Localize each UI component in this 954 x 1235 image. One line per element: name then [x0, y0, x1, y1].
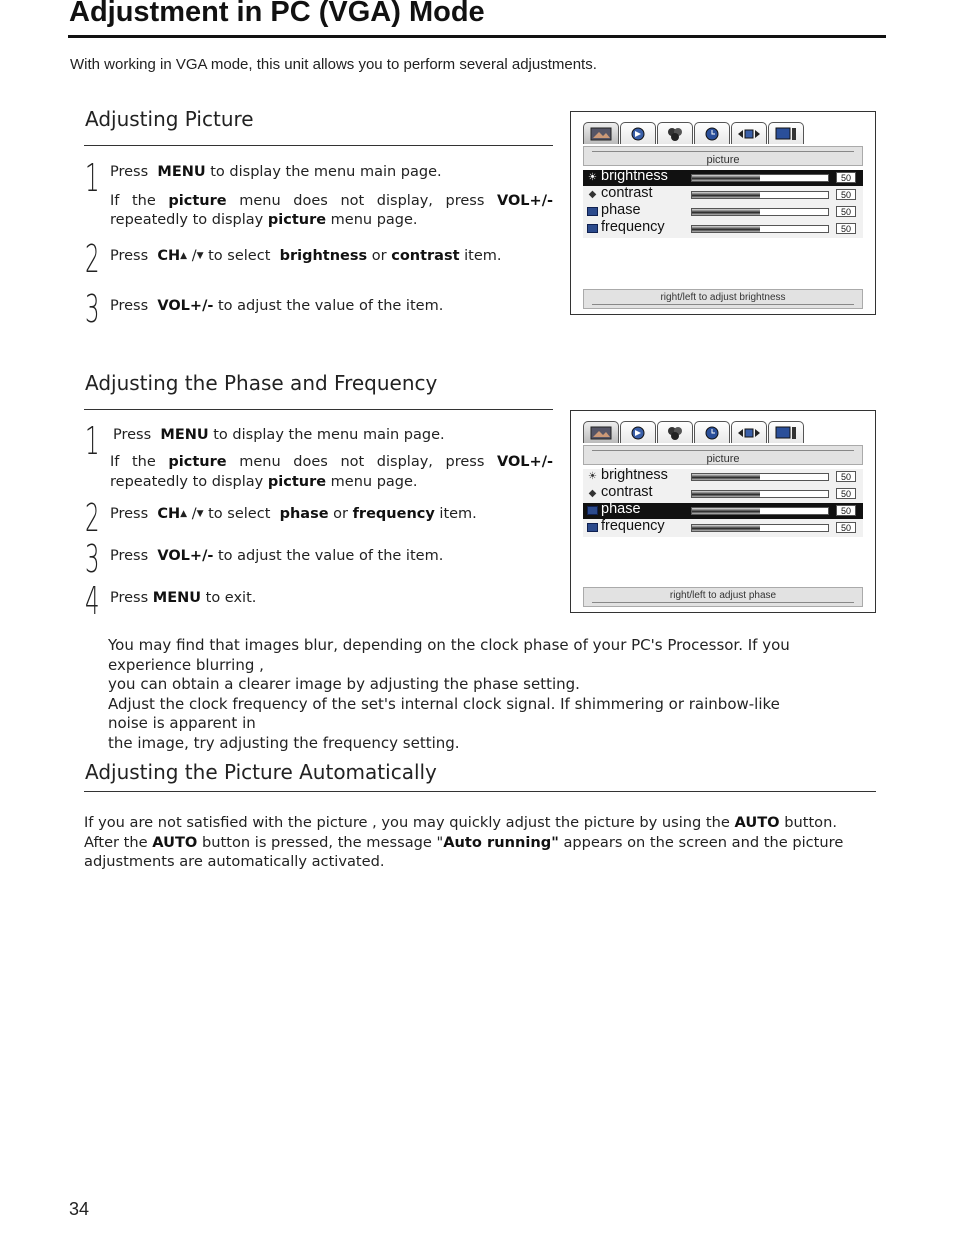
sound-tab-icon	[620, 421, 656, 443]
step-number: 4	[85, 579, 100, 623]
picture-tab-icon	[583, 122, 619, 144]
osd-slider	[691, 225, 829, 233]
osd-item-label: brightness	[601, 467, 668, 483]
osd-item-label: brightness	[601, 168, 668, 184]
step-number: 2	[85, 237, 100, 281]
osd-item-label: phase	[601, 501, 641, 517]
osd-item-brightness	[583, 170, 863, 186]
phase-icon	[587, 207, 598, 216]
position-tab-icon	[731, 122, 767, 144]
osd-slider	[691, 524, 829, 532]
osd-item-list	[583, 469, 863, 537]
note-line: Adjust the clock frequency of the set's internal clock signal. If shimmering or rainbow-like	[108, 694, 780, 713]
section-heading-auto-adjust: Adjusting the Picture Automatically	[85, 760, 437, 784]
osd-footer-hint: right/left to adjust phase	[583, 587, 863, 607]
note-line: You may find that images blur, depending on the clock phase of your PC's Processor. If you	[108, 636, 790, 654]
osd-item-label: frequency	[601, 518, 665, 534]
auto-text-line: If you are not satisfied with the picture , you may quickly adjust the picture by using the AUTO button.	[84, 814, 837, 831]
frequency-icon	[587, 523, 598, 532]
osd-slider	[691, 191, 829, 199]
note-line: you can obtain a clearer image by adjusting the phase setting.	[108, 675, 580, 693]
section-divider	[84, 409, 553, 410]
osd-item-value: 50	[836, 488, 856, 499]
step-text: Press CH▲ /▼ to select brightness or contrast item.	[110, 248, 502, 264]
sun-icon: ☀	[588, 471, 597, 482]
sun-icon: ☀	[588, 172, 597, 183]
osd-item-label: phase	[601, 202, 641, 218]
color-tab-icon	[657, 122, 693, 144]
step-subtext: If the picture menu does not display, press VOL+/-	[110, 193, 554, 209]
osd-item-value: 50	[836, 471, 856, 482]
step-text: Press MENU to display the menu main page.	[113, 427, 445, 443]
osd-item-value: 50	[836, 206, 856, 217]
section-heading-phase-frequency: Adjusting the Phase and Frequency	[85, 371, 438, 395]
osd-tab-bar	[583, 122, 805, 146]
osd-item-value: 50	[836, 223, 856, 234]
sound-tab-icon	[620, 122, 656, 144]
step-text: Press CH▲ /▼ to select phase or frequency item.	[110, 506, 477, 522]
up-arrow-icon: ▲	[180, 509, 188, 519]
osd-item-value: 50	[836, 522, 856, 533]
osd-item-contrast	[583, 486, 863, 502]
step-number: 3	[85, 537, 100, 581]
osd-item-frequency	[583, 520, 863, 536]
picture-tab-icon	[583, 421, 619, 443]
step-number: 3	[85, 287, 100, 331]
note-line: noise is apparent in	[108, 714, 256, 732]
auto-text-line: adjustments are automatically activated.	[84, 853, 385, 870]
step-subtext: If the picture menu does not display, press VOL+/-	[110, 454, 554, 470]
osd-item-label: contrast	[601, 185, 653, 201]
section-heading-adjusting-picture: Adjusting Picture	[85, 107, 254, 131]
position-tab-icon	[731, 421, 767, 443]
step-number: 2	[85, 496, 100, 540]
auto-text-line: After the AUTO button is pressed, the message "Auto running" appears on the screen and the picture	[84, 834, 844, 851]
step-number: 1	[85, 419, 100, 463]
osd-item-value: 50	[836, 172, 856, 183]
pc-tab-icon	[768, 122, 804, 144]
phase-icon	[587, 506, 598, 515]
osd-item-list	[583, 170, 863, 238]
step-text: Press VOL+/- to adjust the value of the item.	[110, 298, 444, 314]
osd-header: picture	[583, 146, 863, 166]
step-text: Press VOL+/- to adjust the value of the item.	[110, 548, 444, 564]
osd-footer-hint: right/left to adjust brightness	[583, 289, 863, 309]
osd-slider	[691, 174, 829, 182]
section-divider	[84, 791, 876, 792]
osd-slider	[691, 208, 829, 216]
osd-item-phase	[583, 204, 863, 220]
clock-tab-icon	[694, 122, 730, 144]
osd-item-value: 50	[836, 505, 856, 516]
note-line: experience blurring ,	[108, 655, 264, 674]
osd-item-brightness	[583, 469, 863, 485]
section-divider	[84, 145, 553, 146]
down-arrow-icon: ▼	[196, 251, 204, 261]
osd-header: picture	[583, 445, 863, 465]
page-number: 34	[69, 1199, 90, 1219]
step-number: 1	[85, 156, 100, 200]
step-subtext: repeatedly to display picture menu page.	[110, 474, 418, 490]
osd-item-label: contrast	[601, 484, 653, 500]
down-arrow-icon: ▼	[196, 509, 204, 519]
frequency-icon	[587, 224, 598, 233]
osd-item-value: 50	[836, 189, 856, 200]
note-line: the image, try adjusting the frequency setting.	[108, 733, 460, 752]
osd-slider	[691, 507, 829, 515]
osd-item-phase	[583, 503, 863, 519]
clock-tab-icon	[694, 421, 730, 443]
pc-tab-icon	[768, 421, 804, 443]
osd-item-contrast	[583, 187, 863, 203]
phase-frequency-note	[108, 636, 868, 753]
osd-slider	[691, 490, 829, 498]
title-divider	[68, 35, 886, 38]
step-subtext: repeatedly to display picture menu page.	[110, 212, 418, 228]
osd-item-frequency	[583, 221, 863, 237]
intro-text: With working in VGA mode, this unit allows you to perform several adjustments.	[70, 56, 597, 73]
contrast-icon: ◆	[588, 488, 597, 499]
osd-tab-bar	[583, 421, 805, 445]
osd-item-label: frequency	[601, 219, 665, 235]
contrast-icon: ◆	[588, 189, 597, 200]
step-text: Press MENU to display the menu main page.	[110, 164, 442, 180]
step-text: Press MENU to exit.	[110, 590, 257, 606]
osd-menu-screenshot	[570, 410, 876, 613]
color-tab-icon	[657, 421, 693, 443]
up-arrow-icon: ▲	[180, 251, 188, 261]
osd-slider	[691, 473, 829, 481]
osd-menu-screenshot	[570, 111, 876, 315]
page-title: Adjustment in PC (VGA) Mode	[69, 0, 485, 28]
